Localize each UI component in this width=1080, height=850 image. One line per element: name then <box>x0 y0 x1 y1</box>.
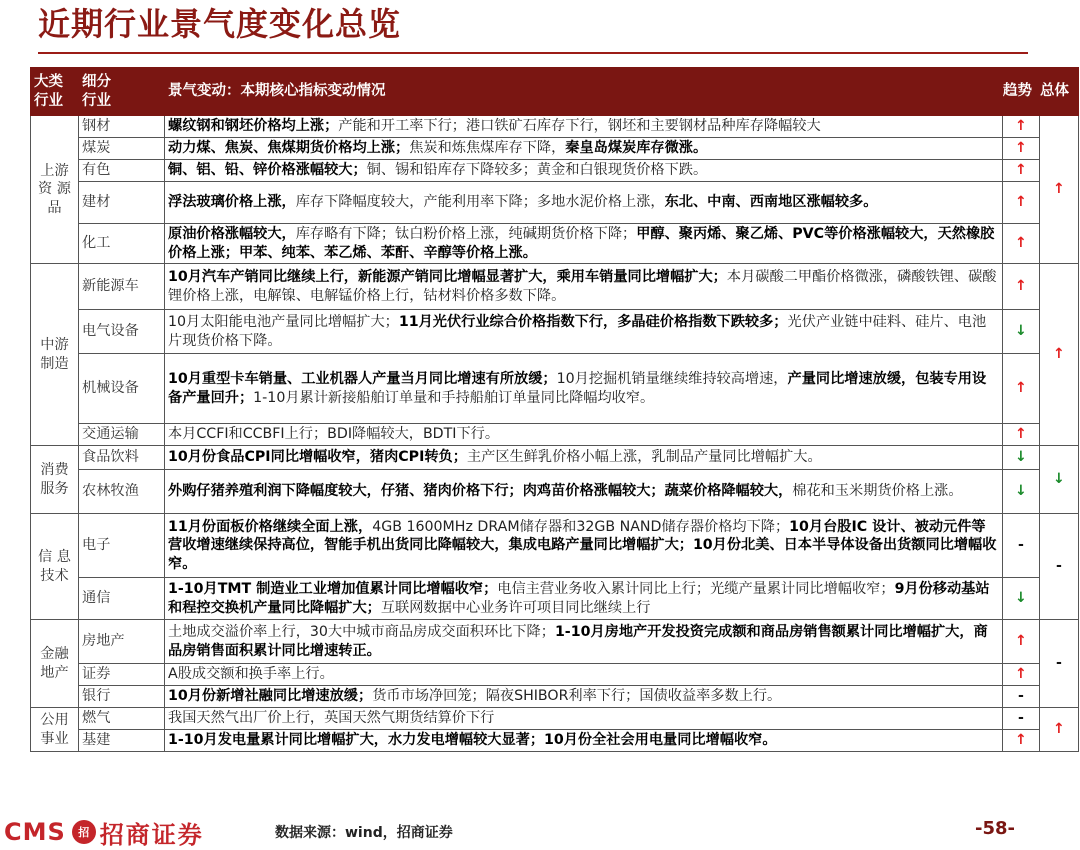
highlight-text: 产量同比增速放缓，包装专用设备产量回升； <box>168 371 987 406</box>
category-cell: 上游 资 源 品 <box>31 116 79 264</box>
description-cell <box>165 354 1003 424</box>
subcategory-cell: 机械设备 <box>79 354 165 424</box>
table-row <box>31 578 1079 620</box>
page-title: 近期行业景气度变化总览 <box>38 5 402 43</box>
highlight-text: 1-10月发电量累计同比增幅扩大，水力发电增幅较大显著；10月份全社会用电量同比增幅收窄。 <box>168 732 777 749</box>
page-number: -58- <box>975 818 1015 839</box>
overall-indicator: - <box>1040 620 1079 708</box>
table-row <box>31 620 1079 664</box>
footer-logo <box>4 814 204 850</box>
subcategory-cell: 交通运输 <box>79 424 165 446</box>
highlight-text: 10月汽车产销同比继续上行，新能源产销同比增幅显著扩大，乘用车销量同比增幅扩大； <box>168 269 727 285</box>
highlight-text: 10月台股IC 设计、被动元件等营收增速继续保持高位，智能手机出货同比降幅较大，集成电路产量同比增幅扩大；10月份北美、日本半导体设备出货额同比增幅收窄。 <box>168 518 997 572</box>
category-cell: 信 息 技术 <box>31 514 79 620</box>
subcategory-cell: 新能源车 <box>79 264 165 310</box>
subcategory-cell: 农林牧渔 <box>79 470 165 514</box>
description-text: 互联网数据中心业务许可项目同比继续上行 <box>380 599 651 616</box>
highlight-text: 动力煤、焦炭、焦煤期货价格均上涨； <box>168 140 410 157</box>
subcategory-cell: 化工 <box>79 224 165 264</box>
subcategory-cell: 通信 <box>79 578 165 620</box>
table-row <box>31 730 1079 752</box>
description-cell <box>165 470 1003 514</box>
description-text: 焦炭和炼焦煤库存下降， <box>409 140 566 157</box>
description-cell <box>165 620 1003 664</box>
cms-logo-text: CMS <box>4 818 66 846</box>
description-cell <box>165 446 1003 470</box>
highlight-text: 外购仔猪养殖利润下降幅度较大，仔猪、猪肉价格下行；肉鸡苗价格涨幅较大；蔬菜价格降幅较大， <box>168 483 793 500</box>
table-row <box>31 160 1079 182</box>
subcategory-cell: 电气设备 <box>79 310 165 354</box>
description-cell <box>165 708 1003 730</box>
highlight-text: 东北、中南、西南地区涨幅较多。 <box>664 194 878 211</box>
description-cell <box>165 182 1003 224</box>
description-text: 产能和开工率下行；港口铁矿石库存下行，钢坯和主要钢材品种库存降幅较大 <box>338 118 821 135</box>
subcategory-cell: 房地产 <box>79 620 165 664</box>
brand-name: 招商证券 <box>99 819 204 849</box>
table-row <box>31 182 1079 224</box>
description-text: 库存略有下降；钛白粉价格上涨，纯碱期货价格下降； <box>295 226 637 242</box>
description-cell <box>165 578 1003 620</box>
description-text: 铜、锡和铅库存下降较多；黄金和白银现货价格下跌。 <box>366 162 708 179</box>
subcategory-cell: 有色 <box>79 160 165 182</box>
subcategory-cell: 钢材 <box>79 116 165 138</box>
subcategory-cell: 食品饮料 <box>79 446 165 470</box>
description-cell <box>165 116 1003 138</box>
description-cell <box>165 424 1003 446</box>
highlight-text: 浮法玻璃价格上涨， <box>168 194 296 211</box>
trend-indicator: ↑ <box>1003 424 1040 446</box>
category-cell: 中游 制造 <box>31 264 79 446</box>
subcategory-cell: 建材 <box>79 182 165 224</box>
highlight-text: 铜、铝、铅、锌价格涨幅较大； <box>168 162 367 179</box>
industry-overview-table <box>30 67 1079 752</box>
description-text: 1-10月累计新接船舶订单量和手持船舶订单量同比降幅均收窄。 <box>253 389 655 406</box>
category-cell: 金融 地产 <box>31 620 79 708</box>
subcategory-cell: 证券 <box>79 664 165 686</box>
highlight-text: 9月份移动基站和程控交换机产量同比降幅扩大； <box>168 581 990 616</box>
trend-indicator: ↓ <box>1003 446 1040 470</box>
description-text: 主产区生鲜乳价格小幅上涨，乳制品产量同比增幅扩大。 <box>466 449 822 466</box>
header-trend: 趋势 <box>1003 68 1040 116</box>
description-cell <box>165 138 1003 160</box>
trend-indicator: ↑ <box>1003 138 1040 160</box>
subcategory-cell: 基建 <box>79 730 165 752</box>
description-text: 土地成交溢价率上行，30大中城市商品房成交面积环比下降； <box>168 624 555 640</box>
highlight-text: 秦皇岛煤炭库存微涨。 <box>565 140 708 157</box>
highlight-text: 10月重型卡车销量、工业机器人产量当月同比增速有所放缓； <box>168 371 557 387</box>
highlight-text: 原油价格涨幅较大， <box>168 226 296 242</box>
table-body <box>31 116 1079 752</box>
highlight-text: 螺纹钢和钢坯价格均上涨； <box>168 118 339 135</box>
description-text: 本月CCFI和CCBFI上行；BDI降幅较大，BDTI下行。 <box>168 426 500 443</box>
highlight-text: 10月份食品CPI同比增幅收窄，猪肉CPI转负； <box>168 449 467 466</box>
description-cell <box>165 730 1003 752</box>
trend-indicator: ↑ <box>1003 116 1040 138</box>
header-subcategory: 细分 行业 <box>79 68 165 116</box>
description-text: 光伏产业链中硅料、硅片、电池片现货价格下降。 <box>168 314 987 349</box>
trend-indicator: ↓ <box>1003 310 1040 354</box>
trend-indicator: ↑ <box>1003 730 1040 752</box>
highlight-text: 11月份面板价格继续全面上涨， <box>168 518 373 535</box>
highlight-text: 1-10月房地产开发投资完成额和商品房销售额累计同比增幅扩大，商品房销售面积累计同比增速转正。 <box>168 624 988 659</box>
title-rule <box>38 52 1028 54</box>
overall-indicator: ↑ <box>1040 264 1079 446</box>
table-row <box>31 224 1079 264</box>
trend-indicator: - <box>1003 514 1040 578</box>
highlight-text: 10月份新增社融同比增速放缓； <box>168 688 373 705</box>
category-cell: 消费 服务 <box>31 446 79 514</box>
category-cell: 公用 事业 <box>31 708 79 752</box>
description-text: 我国天然气出厂价上行，英国天然气期货结算价下行 <box>168 710 495 727</box>
description-text: 库存下降幅度较大，产能利用率下降；多地水泥价格上涨， <box>295 194 665 211</box>
table-row <box>31 116 1079 138</box>
table-header-row <box>31 68 1079 116</box>
trend-indicator: ↑ <box>1003 664 1040 686</box>
subcategory-cell: 燃气 <box>79 708 165 730</box>
table-row <box>31 310 1079 354</box>
overall-indicator: ↑ <box>1040 708 1079 752</box>
description-cell <box>165 664 1003 686</box>
overall-indicator: ↑ <box>1040 116 1079 264</box>
description-text: 10月挖掘机销量继续维持较高增速， <box>556 371 788 387</box>
trend-indicator: ↑ <box>1003 224 1040 264</box>
logo-mark-icon: 招 <box>72 820 96 844</box>
description-text: A股成交额和换手率上行。 <box>168 666 334 683</box>
trend-indicator: ↓ <box>1003 470 1040 514</box>
description-cell <box>165 310 1003 354</box>
description-text: 电信主营业务收入累计同比上行；光缆产量累计同比增幅收窄； <box>497 581 895 597</box>
table-row <box>31 514 1079 578</box>
description-text: 本月碳酸二甲酯价格微涨，磷酸铁锂、碳酸锂价格上涨，电解镍、电解锰价格上行，钴材料价格多数下降。 <box>168 269 997 304</box>
highlight-text: 甲醇、聚丙烯、聚乙烯、PVC等价格涨幅较大，天然橡胶价格上涨；甲苯、纯苯、苯乙烯、苯酐、辛醇等价格上涨。 <box>168 226 995 261</box>
trend-indicator: ↑ <box>1003 160 1040 182</box>
table-row <box>31 354 1079 424</box>
subcategory-cell: 电子 <box>79 514 165 578</box>
description-text: 棉花和玉米期货价格上涨。 <box>792 483 963 500</box>
table-row <box>31 264 1079 310</box>
overall-indicator: - <box>1040 514 1079 620</box>
table-row <box>31 708 1079 730</box>
trend-indicator: ↓ <box>1003 578 1040 620</box>
description-text: 4GB 1600MHz DRAM储存器和32GB NAND储存器价格均下降； <box>372 518 790 535</box>
trend-indicator: ↑ <box>1003 620 1040 664</box>
description-cell <box>165 264 1003 310</box>
description-cell <box>165 686 1003 708</box>
description-text: 10月太阳能电池产量同比增幅扩大； <box>168 314 399 330</box>
overall-indicator: ↓ <box>1040 446 1079 514</box>
trend-indicator: ↑ <box>1003 264 1040 310</box>
trend-indicator: ↑ <box>1003 354 1040 424</box>
table-row <box>31 138 1079 160</box>
trend-indicator: - <box>1003 708 1040 730</box>
description-cell <box>165 514 1003 578</box>
data-source: 数据来源：wind，招商证券 <box>275 825 453 841</box>
highlight-text: 11月光伏行业综合价格指数下行，多晶硅价格指数下跌较多； <box>398 314 788 330</box>
header-description: 景气变动：本期核心指标变动情况 <box>165 68 1003 116</box>
description-cell <box>165 160 1003 182</box>
table-row <box>31 446 1079 470</box>
subcategory-cell: 银行 <box>79 686 165 708</box>
header-total: 总体 <box>1040 68 1079 116</box>
table-row <box>31 686 1079 708</box>
trend-indicator: ↑ <box>1003 182 1040 224</box>
table-row <box>31 424 1079 446</box>
description-cell <box>165 224 1003 264</box>
subcategory-cell: 煤炭 <box>79 138 165 160</box>
table-row <box>31 470 1079 514</box>
header-category: 大类 行业 <box>31 68 79 116</box>
trend-indicator: - <box>1003 686 1040 708</box>
description-text: 货币市场净回笼；隔夜SHIBOR利率下行；国债收益率多数上行。 <box>372 688 782 705</box>
table-row <box>31 664 1079 686</box>
highlight-text: 1-10月TMT 制造业工业增加值累计同比增幅收窄； <box>168 581 498 597</box>
